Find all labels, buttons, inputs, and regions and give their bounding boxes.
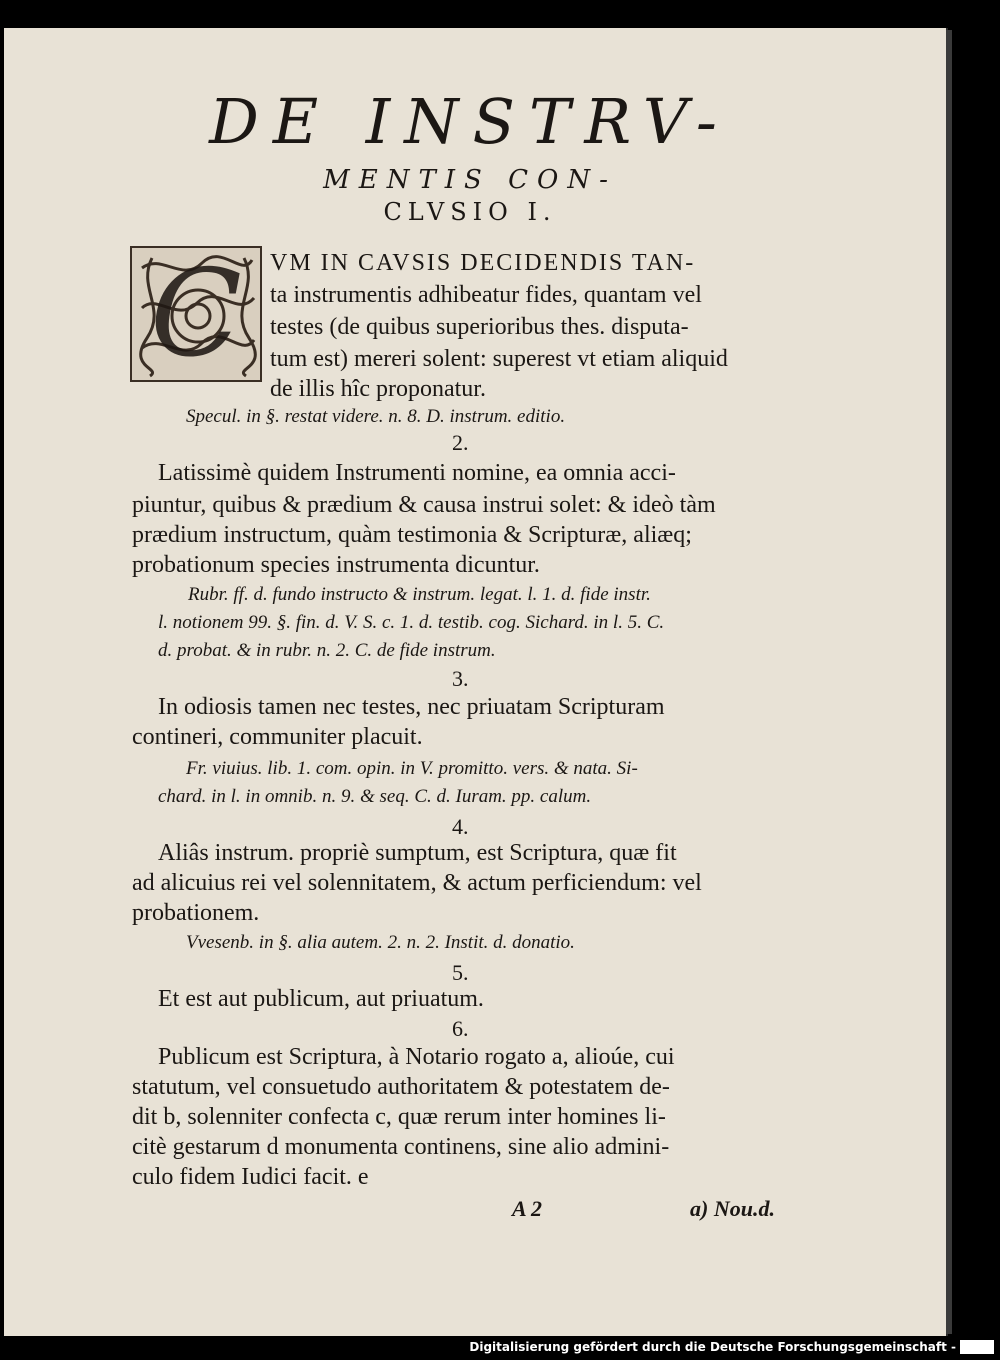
text-line: de illis hîc proponatur. bbox=[270, 376, 486, 402]
section-number: 3. bbox=[452, 666, 469, 691]
catchword: a) Nou.d. bbox=[690, 1196, 775, 1221]
citation: Vvesenb. in §. alia autem. 2. n. 2. Instit. d. donatio. bbox=[186, 932, 575, 953]
citation: Fr. viuius. lib. 1. com. opin. in V. promitto. vers. & nata. Si- bbox=[186, 758, 638, 779]
heading-line-2: MENTIS CON- bbox=[323, 165, 617, 195]
decorated-initial bbox=[130, 246, 262, 382]
section-number: 4. bbox=[452, 814, 469, 839]
page-edge bbox=[946, 30, 952, 1334]
text-line: tum est) mereri solent: superest vt etiam aliquid bbox=[270, 346, 728, 372]
text-line: probationum species instrumenta dicuntur. bbox=[132, 552, 540, 578]
text-line: testes (de quibus superioribus thes. disputa- bbox=[270, 314, 689, 340]
section-number: 5. bbox=[452, 960, 469, 985]
text-line: VM IN CAVSIS DECIDENDIS TAN- bbox=[270, 250, 696, 276]
text-line: ad alicuius rei vel solennitatem, & actum perficiendum: vel bbox=[132, 870, 702, 896]
text-line: Aliâs instrum. propriè sumptum, est Scriptura, quæ fit bbox=[158, 840, 677, 866]
footer-credit bbox=[469, 1340, 994, 1354]
text-line: ta instrumentis adhibeatur fides, quantam vel bbox=[270, 282, 702, 308]
signature-mark: A 2 bbox=[512, 1196, 542, 1221]
citation: Rubr. ff. d. fundo instructo & instrum. legat. l. 1. d. fide instr. bbox=[188, 584, 651, 605]
text-line: Publicum est Scriptura, à Notario rogato a, alioúe, cui bbox=[158, 1044, 675, 1070]
text-line: statutum, vel consuetudo authoritatem & potestatem de- bbox=[132, 1074, 670, 1100]
text-line: culo fidem Iudici facit. e bbox=[132, 1164, 369, 1190]
citation: d. probat. & in rubr. n. 2. C. de fide instrum. bbox=[158, 640, 496, 661]
footer-bar bbox=[0, 1336, 1000, 1360]
text-line: probationem. bbox=[132, 900, 260, 926]
text-line: piuntur, quibus & prædium & causa instrui solet: & ideò tàm bbox=[132, 492, 716, 518]
text-line: contineri, communiter placuit. bbox=[132, 724, 423, 750]
section-number: 6. bbox=[452, 1016, 469, 1041]
text-line: citè gestarum d monumenta continens, sine alio admini- bbox=[132, 1134, 670, 1160]
text-line: dit b, solenniter confecta c, quæ rerum inter homines li- bbox=[132, 1104, 666, 1130]
section-number: 2. bbox=[452, 430, 469, 455]
text-line: Latissimè quidem Instrumenti nomine, ea omnia acci- bbox=[158, 460, 676, 486]
text-line: In odiosis tamen nec testes, nec priuatam Scripturam bbox=[158, 694, 665, 720]
citation: chard. in l. in omnib. n. 9. & seq. C. d. Iuram. pp. calum. bbox=[158, 786, 592, 807]
text-line: Et est aut publicum, aut priuatum. bbox=[158, 986, 484, 1012]
heading-line-3: CLVSIO I. bbox=[383, 198, 557, 226]
citation: Specul. in §. restat videre. n. 8. D. instrum. editio. bbox=[186, 406, 566, 427]
heading-line-1: DE INSTRV- bbox=[209, 85, 731, 158]
initial-letter: C bbox=[150, 246, 242, 382]
dfg-logo: DFG bbox=[960, 1340, 994, 1354]
footer-text: Digitalisierung gefördert durch die Deutsche Forschungsgemeinschaft - bbox=[469, 1340, 956, 1354]
text-line: prædium instructum, quàm testimonia & Scripturæ, aliæq; bbox=[132, 522, 692, 548]
citation: l. notionem 99. §. fin. d. V. S. c. 1. d. testib. cog. Sichard. in l. 5. C. bbox=[158, 612, 665, 633]
